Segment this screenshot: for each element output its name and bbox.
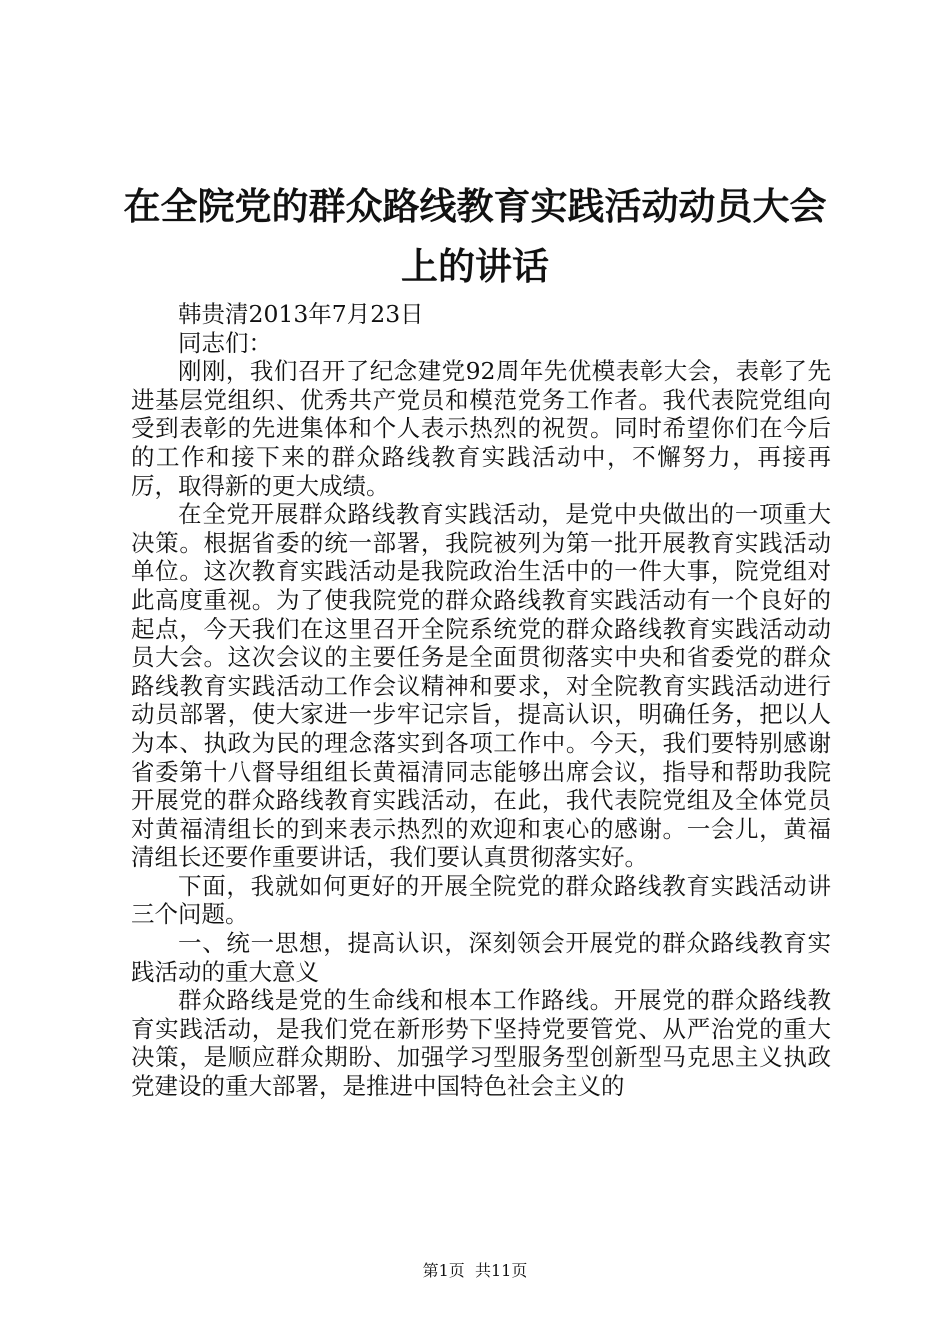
paragraph-1: 刚刚，我们召开了纪念建党92周年先优模表彰大会，表彰了先进基层党组织、优秀共产党员和模范党务工作者。我代表院党组向受到表彰的先进集体和个人表示热烈的祝贺。同时希望你们在今后的工作和接下来的群众路线教育实践活动中，不懈努力，再接再厉，取得新的更大成绩。 <box>131 357 831 500</box>
page-footer <box>0 1261 950 1281</box>
section-heading-1: 一、统一思想，提高认识，深刻领会开展党的群众路线教育实践活动的重大意义 <box>131 929 831 986</box>
byline: 韩贵清2013年7月23日 <box>178 300 424 328</box>
paragraph-4: 群众路线是党的生命线和根本工作路线。开展党的群众路线教育实践活动，是我们党在新形势下坚持党要管党、从严治党的重大决策，是顺应群众期盼、加强学习型服务型创新型马克思主义执政党建设的重大部署，是推进中国特色社会主义的 <box>131 986 831 1101</box>
document-title: 在全院党的群众路线教育实践活动动员大会上的讲话 <box>123 184 827 288</box>
page-number: 第1页 <box>422 1261 465 1280</box>
page-total: 共11页 <box>474 1261 528 1280</box>
paragraph-3: 下面，我就如何更好的开展全院党的群众路线教育实践活动讲三个问题。 <box>131 871 831 929</box>
salutation: 同志们： <box>178 328 272 357</box>
paragraph-2: 在全党开展群众路线教育实践活动，是党中央做出的一项重大决策。根据省委的统一部署，我院被列为第一批开展教育实践活动单位。这次教育实践活动是我院政治生活中的一件大事，院党组对此高度重视。为了使我院党的群众路线教育实践活动有一个良好的起点，今天我们在这里召开全院系统党的群众路线教育实践活动动员大会。这次会议的主要任务是全面贯彻落实中央和省委党的群众路线教育实践活动工作会议精神和要求，对全院教育实践活动进行动员部署，使大家进一步牢记宗旨，提高认识，明确任务，把以人为本、执政为民的理念落实到各项工作中。今天，我们要特别感谢省委第十八督导组组长黄福清同志能够出席会议，指导和帮助我院开展党的群众路线教育实践活动，在此，我代表院党组及全体党员对黄福清组长的到来表示热烈的欢迎和衷心的感谢。一会儿，黄福清组长还要作重要讲话，我们要认真贯彻落实好。 <box>131 500 831 872</box>
document-body <box>131 300 831 1101</box>
